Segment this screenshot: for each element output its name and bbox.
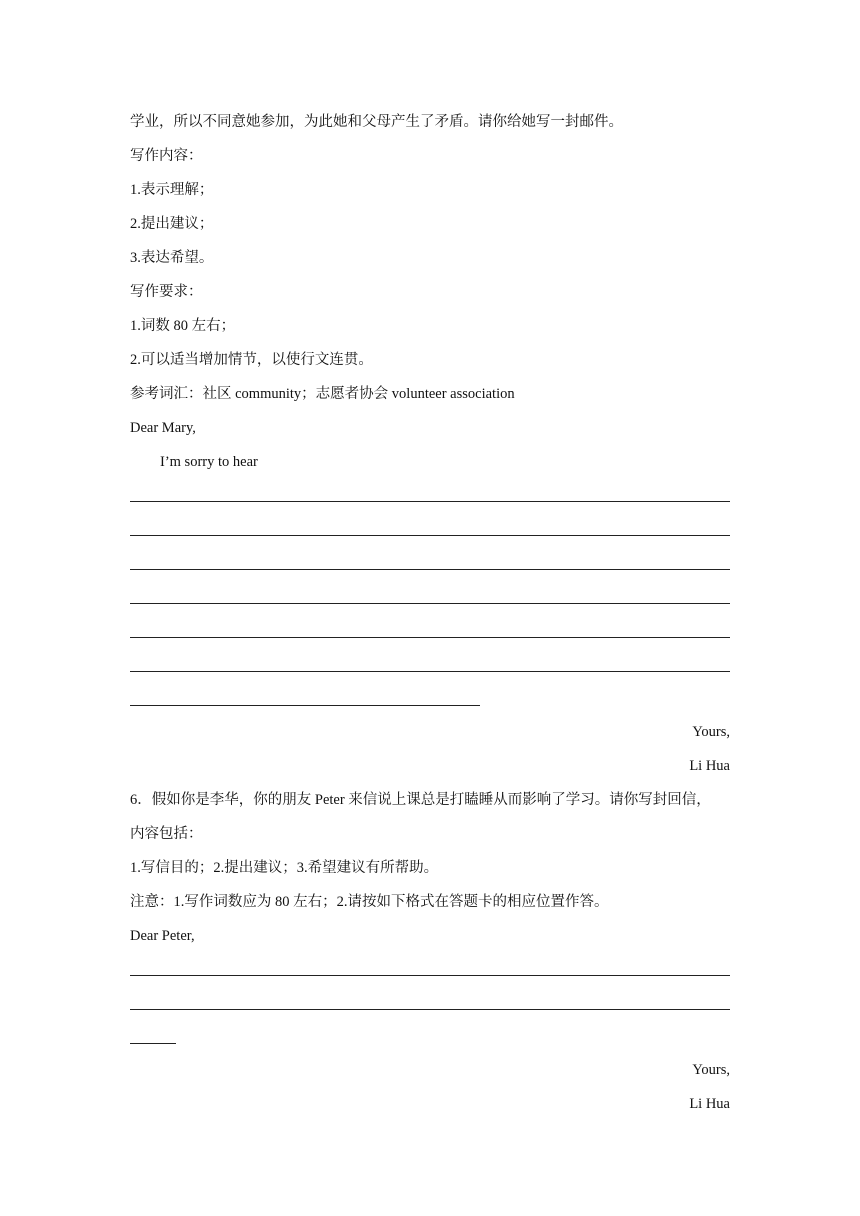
writing-note: 注意：1.写作词数应为 80 左右；2.请按如下格式在答题卡的相应位置作答。: [130, 894, 609, 910]
answer-line[interactable]: [130, 569, 730, 570]
question-prompt: 6．假如你是李华，你的朋友 Peter 来信说上课总是打瞌睡从而影响了学习。请你写封回信，: [130, 792, 711, 808]
requirements-heading: 写作要求：: [130, 284, 203, 300]
content-points: 1.写信目的；2.提出建议；3.希望建议有所帮助。: [130, 860, 439, 876]
answer-line[interactable]: [130, 1043, 176, 1044]
content-item: 2.提出建议；: [130, 216, 214, 232]
content-item: 1.表示理解；: [130, 182, 214, 198]
answer-line[interactable]: [130, 671, 730, 672]
letter-closing: Yours,: [692, 724, 730, 740]
letter-signature: Li Hua: [689, 1096, 730, 1112]
letter-closing: Yours,: [692, 1062, 730, 1078]
answer-line[interactable]: [130, 975, 730, 976]
letter-salutation: Dear Mary,: [130, 420, 196, 436]
answer-line[interactable]: [130, 1009, 730, 1010]
answer-line[interactable]: [130, 705, 480, 706]
letter-opening: I’m sorry to hear: [160, 454, 258, 470]
requirement-item: 2.可以适当增加情节，以使行文连贯。: [130, 352, 373, 368]
intro-tail-text: 学业，所以不同意她参加，为此她和父母产生了矛盾。请你给她写一封邮件。: [130, 114, 623, 130]
answer-line[interactable]: [130, 603, 730, 604]
answer-line[interactable]: [130, 501, 730, 502]
answer-line[interactable]: [130, 535, 730, 536]
question-prompt-continued: 内容包括：: [130, 826, 203, 842]
reference-vocabulary: 参考词汇：社区 community；志愿者协会 volunteer association: [130, 386, 515, 402]
requirement-item: 1.词数 80 左右；: [130, 318, 236, 334]
content-heading: 写作内容：: [130, 148, 203, 164]
answer-line[interactable]: [130, 637, 730, 638]
letter-signature: Li Hua: [689, 758, 730, 774]
letter-salutation: Dear Peter,: [130, 928, 195, 944]
content-item: 3.表达希望。: [130, 250, 214, 266]
